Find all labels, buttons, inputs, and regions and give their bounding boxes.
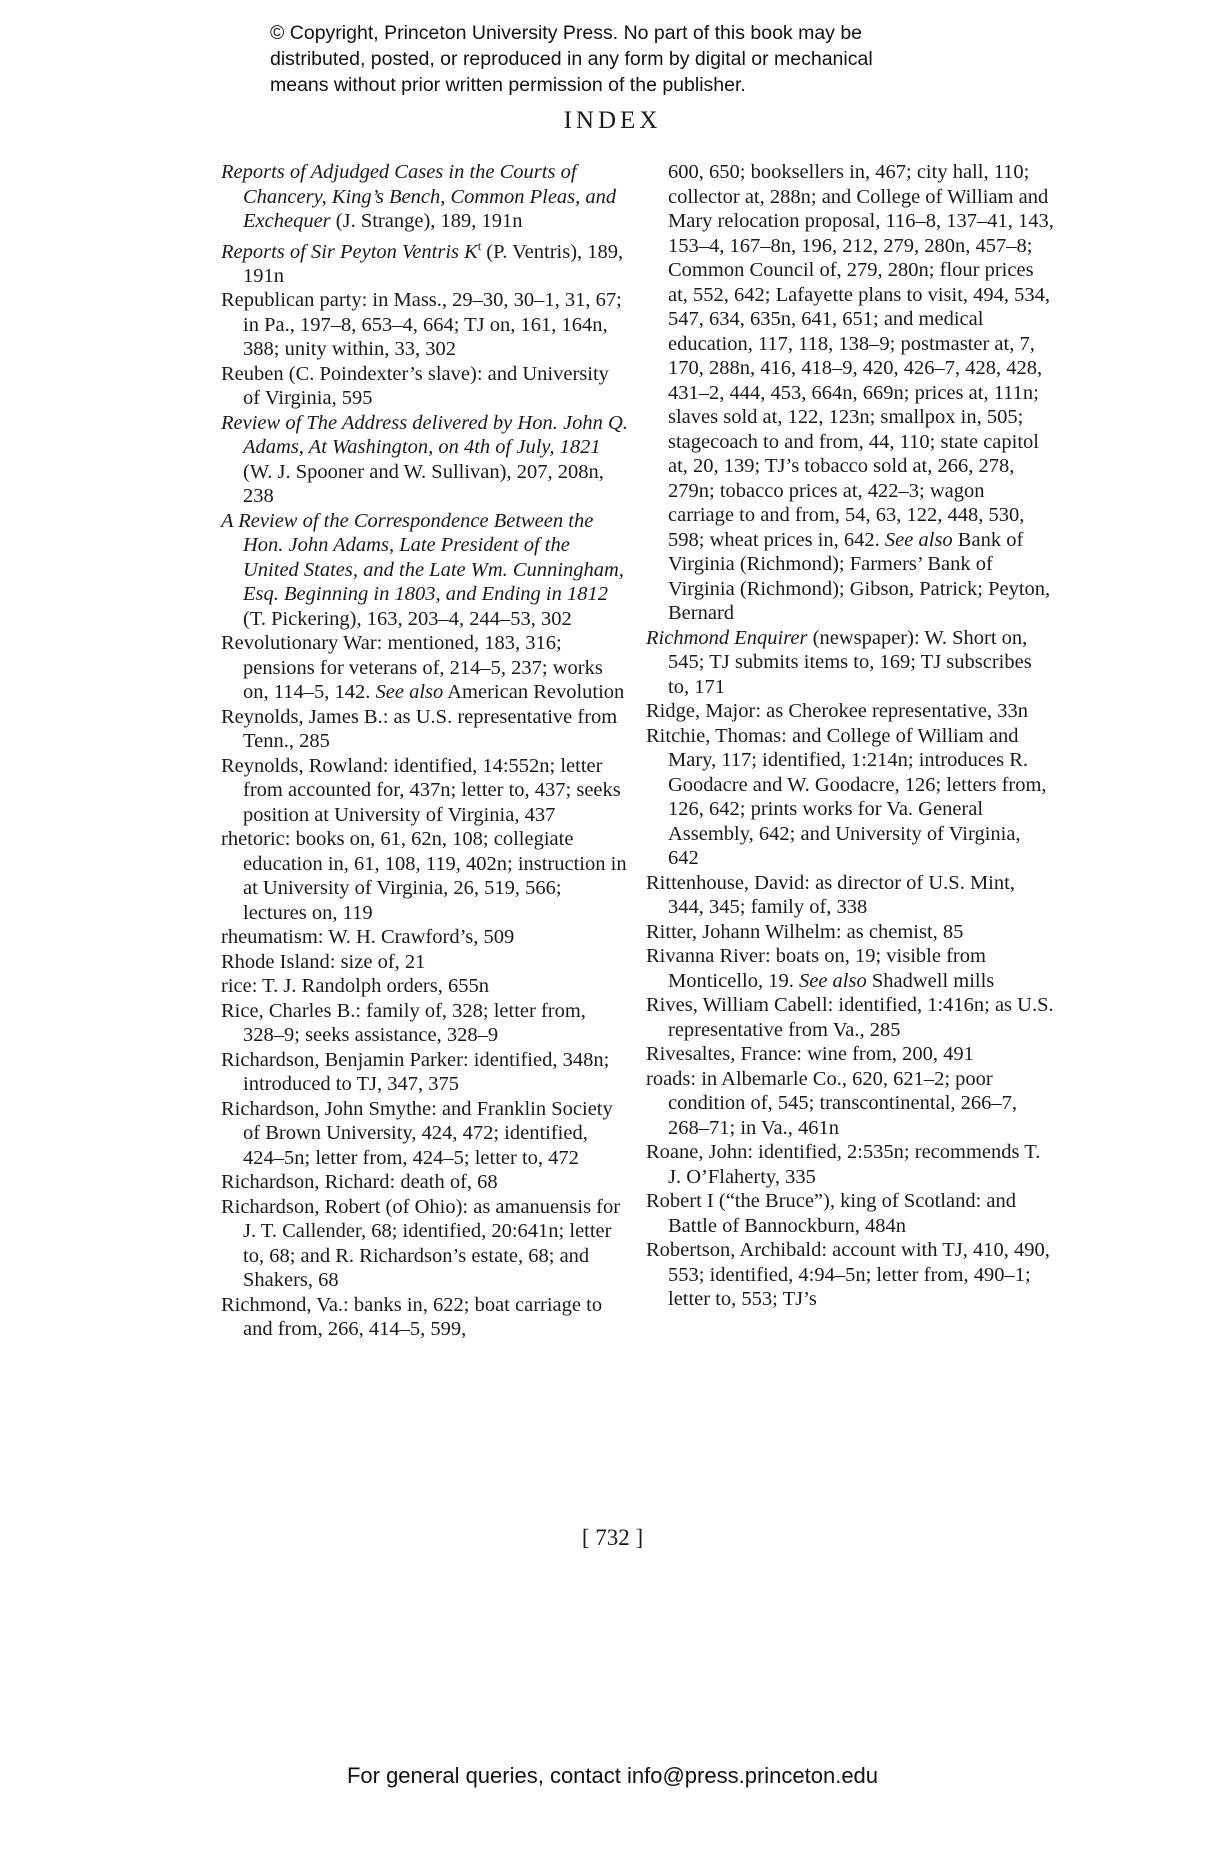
index-entry [221,1097,629,1171]
entry-text: Robertson, Archibald: account with TJ, 410, 490, 553; identified, 4:94–5n; letter from, 490–1; letter to, 553; TJ’s [646,1239,1050,1310]
index-entry [646,1140,1054,1189]
entry-title-italic: See also [798,969,867,992]
index-entry [221,288,629,362]
index-entry [221,411,629,509]
index-entry [646,626,1054,700]
entry-text: Reynolds, James B.: as U.S. representative from Tenn., 285 [221,705,618,753]
copyright-line: distributed, posted, or reproduced in any form by digital or mechanical [270,48,873,70]
index-entry [221,362,629,411]
entry-text: Ritchie, Thomas: and College of William and Mary, 117; identified, 1:214n; introduces R. Goodacre and W. Goodacre, 126; letters from, 126, 642; prints works for Va. General Assembly, 642; and University of Virginia, 642 [646,724,1047,869]
index-entry [646,1189,1054,1238]
entry-text: Richardson, Benjamin Parker: identified, 348n; introduced to TJ, 347, 375 [221,1048,610,1096]
index-entry [646,920,1054,945]
entry-text: Rivanna River: boats on, 19; visible from Monticello, 19. [646,945,986,992]
entry-text: Rhode Island: size of, 21 [221,950,426,973]
entry-text: Bank of Virginia (Richmond); Farmers’ Bank of Virginia (Richmond); Gibson, Patrick; Peyton, Bernard [668,528,1051,624]
entry-text: (T. Pickering), 163, 203–4, 244–53, 302 [243,607,572,630]
index-entry [646,160,1054,626]
entry-text: roads: in Albemarle Co., 620, 621–2; poor condition of, 545; transcontinental, 266–7, 268–71; in Va., 461n [646,1067,1018,1139]
index-entry [221,925,629,950]
index-entry [646,871,1054,920]
entry-title-italic: A Review of the Correspondence Between the Hon. John Adams, Late President of the United States, and the Late Wm. Cunningham, Esq. Beginning in 1803, and Ending in 1812 [221,509,624,606]
index-entry [221,509,629,632]
index-entry [646,944,1054,993]
index-entry [221,1195,629,1293]
index-entry [221,827,629,925]
index-entry [646,699,1054,724]
entry-title-italic: Reports of Sir Peyton Ventris K [221,240,478,263]
entry-text: (W. J. Spooner and W. Sullivan), 207, 208n, 238 [243,460,604,508]
index-entry [221,1048,629,1097]
entry-text: Roane, John: identified, 2:535n; recommends T. J. O’Flaherty, 335 [646,1141,1041,1188]
copyright-notice [270,20,1030,98]
index-entry [221,234,629,289]
entry-text: Reynolds, Rowland: identified, 14:552n; letter from accounted for, 437n; letter to, 437; seeks position at University of Virginia, 437 [221,754,621,826]
entry-text: Rivesaltes, France: wine from, 200, 491 [646,1043,974,1065]
entry-text: (newspaper): W. Short on, 545; TJ submits items to, 169; TJ subscribes to, 171 [668,626,1032,698]
entry-text: Reuben (C. Poindexter’s slave): and University of Virginia, 595 [221,362,609,410]
index-entry [646,1042,1054,1067]
entry-superscript: t [477,238,482,253]
entry-text: Ritter, Johann Wilhelm: as chemist, 85 [646,920,964,943]
entry-text: American Revolution [443,681,625,704]
entry-text: 600, 650; booksellers in, 467; city hall, 110; collector at, 288n; and College of William and Mary relocation proposal, 116–8, 137–41, 143, 153–4, 167–8n, 196, 212, 279, 280n, 457–8; Common Council of, 279, 280n; flour prices at, 552, 642; Lafayette plans to visit, 494, 534, 547, 634, 635n, 641, 651; and medical education, 117, 118, 138–9; postmaster at, 7, 170, 288n, 416, 418–9, 420, 426–7, 428, 428, 431–2, 444, 453, 664n, 669n; prices at, 111n; slaves sold at, 122, 123n; smallpox in, 505; stagecoach to and from, 44, 110; state capitol at, 20, 139; TJ’s tobacco sold at, 266, 278, 279n; tobacco prices at, 422–3; wagon carriage to and from, 54, 63, 122, 448, 530, 598; wheat prices in, 642. [668,161,1054,551]
entry-text: Richmond, Va.: banks in, 622; boat carriage to and from, 266, 414–5, 599, [221,1293,603,1341]
copyright-line: © Copyright, Princeton University Press. No part of this book may be [270,22,863,44]
entry-text: Shadwell mills [866,969,995,992]
index-entry [646,1067,1054,1141]
footer-contact: For general queries, contact info@press.princeton.edu [346,1763,879,1788]
index-column-left [221,160,629,1342]
index-entry [221,1293,629,1342]
entry-text: Richardson, John Smythe: and Franklin Society of Brown University, 424, 472; identified, 424–5n; letter from, 424–5; letter to, 472 [221,1097,613,1169]
entry-text: Richardson, Robert (of Ohio): as amanuensis for J. T. Callender, 68; identified, 20:641n; letter to, 68; and R. Richardson’s estate, 68; and Shakers, 68 [221,1195,621,1292]
index-column-right [646,160,1054,1312]
entry-text: Ridge, Major: as Cherokee representative, 33n [646,700,1028,722]
entry-text: Rittenhouse, David: as director of U.S. Mint, 344, 345; family of, 338 [646,871,1015,918]
entry-text: (J. Strange), 189, 191n [330,210,523,232]
index-entry [221,1170,629,1195]
index-entry [646,724,1054,871]
index-entry [646,993,1054,1042]
entry-text: Robert I (“the Bruce”), king of Scotland: and Battle of Bannockburn, 484n [646,1190,1017,1237]
entry-title-italic: Richmond Enquirer [646,626,808,649]
entry-text: (P. Ventris), 189, 191n [243,240,624,287]
entry-text: Richardson, Richard: death of, 68 [221,1171,498,1194]
index-entry [221,705,629,754]
entry-text: Republican party: in Mass., 29–30, 30–1, 31, 67; in Pa., 197–8, 653–4, 664; TJ on, 161, 164n, 388; unity within, 33, 302 [221,289,622,361]
entry-text: rheumatism: W. H. Crawford’s, 509 [221,926,515,949]
index-entry [221,974,629,999]
entry-title-italic: Reports of Adjudged Cases in the Courts of Chancery, King’s Bench, Common Pleas, and Exchequer [221,161,617,232]
index-entry [221,631,629,705]
running-head: INDEX [563,107,662,134]
entry-text: Rives, William Cabell: identified, 1:416n; as U.S. representative from Va., 285 [646,994,1054,1041]
entry-text: rice: T. J. Randolph orders, 655n [221,975,489,998]
index-entry [646,1238,1054,1312]
entry-title-italic: Review of The Address delivered by Hon. John Q. Adams, At Washington, on 4th of July, 1821 [221,411,628,459]
entry-title-italic: See also [884,528,953,551]
index-entry [221,160,629,234]
copyright-line: means without prior written permission of the publisher. [270,74,746,96]
index-entry [221,950,629,975]
entry-title-italic: See also [375,681,444,704]
entry-text: Revolutionary War: mentioned, 183, 316; pensions for veterans of, 214–5, 237; works on, 114–5, 142. [221,632,603,704]
entry-text: Rice, Charles B.: family of, 328; letter from, 328–9; seeks assistance, 328–9 [221,999,586,1047]
index-entry [221,999,629,1048]
entry-text: rhetoric: books on, 61, 62n, 108; collegiate education in, 61, 108, 119, 402n; instruction in at University of Virginia, 26, 519, 566; lectures on, 119 [221,828,627,924]
index-entry [221,754,629,828]
page-number: [ 732 ] [581,1525,644,1550]
